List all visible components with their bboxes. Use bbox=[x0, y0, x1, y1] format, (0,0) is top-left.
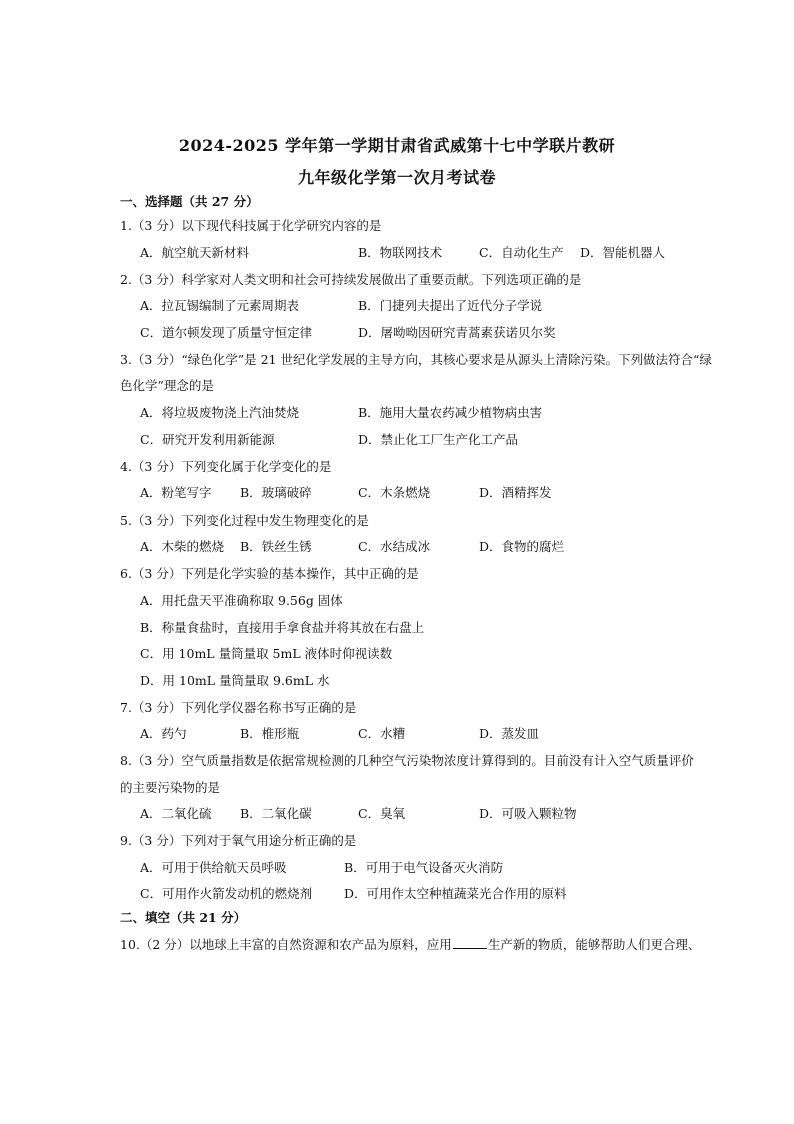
question-5-stem: 5.（3 分）下列变化过程中发生物理变化的是 bbox=[120, 513, 369, 528]
question-10-text-before: 10.（2 分）以地球上丰富的自然资源和农产品为原料，应用 bbox=[120, 937, 452, 952]
question-1-option-d: D．智能机器人 bbox=[580, 245, 666, 260]
question-8-stem: 8.（3 分）空气质量指数是依据常规检测的几种空气污染物浓度计算得到的。目前没有计入空气质量评价 bbox=[120, 753, 694, 768]
question-3-option-b: B．施用大量农药减少植物病虫害 bbox=[358, 405, 543, 420]
question-8-option-b: B．二氧化碳 bbox=[240, 806, 312, 821]
answer-blank[interactable] bbox=[453, 936, 487, 949]
question-6-stem: 6.（3 分）下列是化学实验的基本操作，其中正确的是 bbox=[120, 566, 419, 581]
question-2-stem: 2.（3 分）科学家对人类文明和社会可持续发展做出了重要贡献。下列选项正确的是 bbox=[120, 272, 582, 287]
question-2-option-d: D．屠呦呦因研究青蒿素获诺贝尔奖 bbox=[358, 325, 556, 340]
question-3-stem-continued: 色化学”理念的是 bbox=[120, 378, 214, 393]
question-3-option-a: A．将垃圾废物浇上汽油焚烧 bbox=[140, 405, 300, 420]
question-2-option-b: B．门捷列夫提出了近代分子学说 bbox=[358, 298, 543, 313]
question-6-option-b: B．称量食盐时，直接用手拿食盐并将其放在右盘上 bbox=[140, 620, 425, 635]
question-6-option-d: D．用 10mL 量筒量取 9.6mL 水 bbox=[140, 673, 330, 688]
question-8-option-c: C．臭氧 bbox=[358, 806, 406, 821]
question-5-option-a: A．木柴的燃烧 bbox=[140, 539, 225, 554]
question-7-option-b: B．椎形瓶 bbox=[240, 726, 300, 741]
question-3-stem: 3.（3 分）“绿色化学”是 21 世纪化学发展的主导方向，其核心要求是从源头上清除污染。下列做法符合“绿 bbox=[120, 352, 712, 367]
question-2-option-a: A．拉瓦锡编制了元素周期表 bbox=[140, 298, 300, 313]
question-1-option-b: B．物联网技术 bbox=[358, 245, 443, 260]
question-4-option-d: D．酒精挥发 bbox=[479, 485, 552, 500]
question-4-stem: 4.（3 分）下列变化属于化学变化的是 bbox=[120, 459, 332, 474]
section-heading-fill-in: 二、填空（共 21 分） bbox=[120, 910, 247, 925]
question-4-option-a: A．粉笔写字 bbox=[140, 485, 212, 500]
question-9-option-d: D．可用作太空种植蔬菜光合作用的原料 bbox=[344, 886, 567, 901]
question-9-option-c: C．可用作火箭发动机的燃烧剂 bbox=[140, 886, 313, 901]
section-heading-choice: 一、选择题（共 27 分） bbox=[120, 194, 259, 209]
exam-title-line2: 九年级化学第一次月考试卷 bbox=[297, 168, 496, 187]
question-4-option-c: C．木条燃烧 bbox=[358, 485, 431, 500]
question-5-option-b: B．铁丝生锈 bbox=[240, 539, 312, 554]
question-7-option-a: A．药勺 bbox=[140, 726, 187, 741]
question-9-option-a: A．可用于供给航天员呼吸 bbox=[140, 860, 287, 875]
question-9-stem: 9.（3 分）下列对于氧气用途分析正确的是 bbox=[120, 833, 357, 848]
question-9-option-b: B．可用于电气设备灭火消防 bbox=[344, 860, 504, 875]
question-6-option-c: C．用 10mL 量筒量取 5mL 液体时仰视读数 bbox=[140, 646, 393, 661]
question-8-stem-continued: 的主要污染物的是 bbox=[120, 780, 221, 795]
question-6-option-a: A．用托盘天平准确称取 9.56g 固体 bbox=[140, 593, 343, 608]
question-7-option-c: C．水糟 bbox=[358, 726, 406, 741]
question-5-option-c: C．水结成冰 bbox=[358, 539, 431, 554]
question-1-option-a: A．航空航天新材料 bbox=[140, 245, 250, 260]
question-7-stem: 7.（3 分）下列化学仪器名称书写正确的是 bbox=[120, 700, 357, 715]
question-7-option-d: D．蒸发皿 bbox=[479, 726, 540, 741]
question-1-option-c: C．自动化生产 bbox=[479, 245, 564, 260]
exam-title-line1: 2024-2025 学年第一学期甘肃省武威第十七中学联片教研 bbox=[178, 136, 616, 155]
question-3-option-c: C．研究开发利用新能源 bbox=[140, 432, 275, 447]
question-8-option-d: D．可吸入颗粒物 bbox=[479, 806, 577, 821]
question-1-stem: 1.（3 分）以下现代科技属于化学研究内容的是 bbox=[120, 218, 382, 233]
question-8-option-a: A．二氧化硫 bbox=[140, 806, 212, 821]
question-4-option-b: B．玻璃破碎 bbox=[240, 485, 312, 500]
question-5-option-d: D．食物的腐烂 bbox=[479, 539, 565, 554]
question-10-text-after: 生产新的物质，能够帮助人们更合理、 bbox=[487, 937, 701, 952]
question-3-option-d: D．禁止化工厂生产化工产品 bbox=[358, 432, 519, 447]
question-10-stem bbox=[120, 936, 700, 953]
question-2-option-c: C．道尔顿发现了质量守恒定律 bbox=[140, 325, 313, 340]
